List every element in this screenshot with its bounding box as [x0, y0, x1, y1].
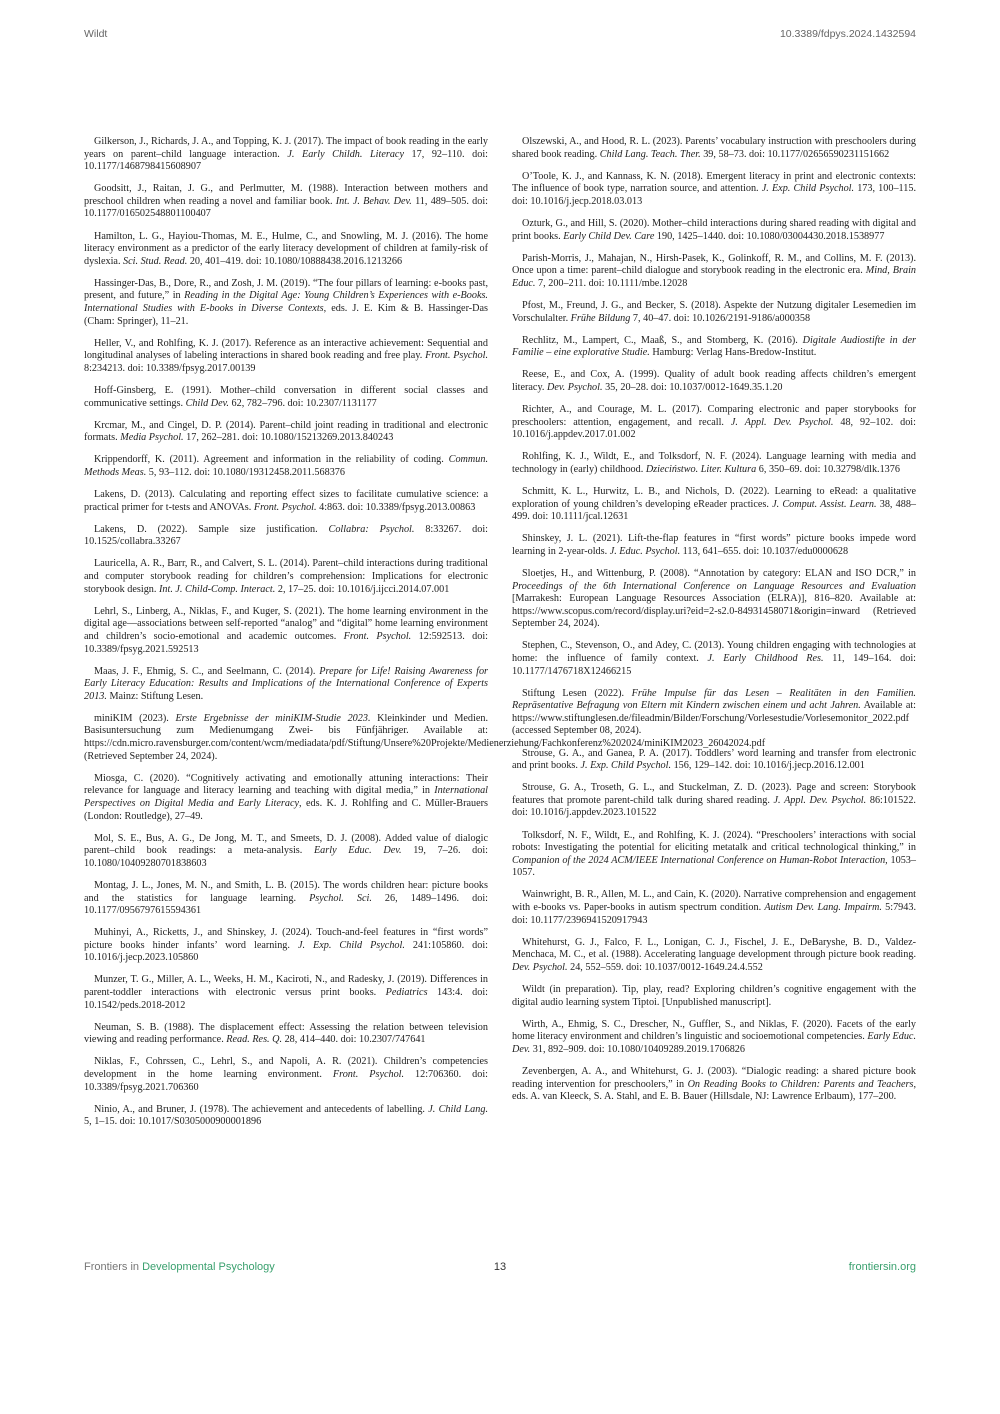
reference-text: 5, 1–15. doi: 10.1017/S0305000900001896	[84, 1116, 262, 1128]
reference-source: J. Comput. Assist. Learn.	[772, 498, 877, 510]
reference-entry	[512, 640, 916, 678]
reference-entry	[512, 404, 916, 442]
reference-text: 5, 93–112. doi: 10.1080/19312458.2011.568376	[146, 466, 345, 478]
reference-source: Int. J. Child-Comp. Interact.	[159, 583, 276, 595]
reference-text: Hamilton, L. G., Hayiou-Thomas, M. E., Hulme, C., and Snowling, M. J. (2016). The home literacy environment as a predictor of the early literacy development of children at family-risk of dyslexia.	[84, 230, 488, 267]
reference-text: 12:592513. doi: 10.3389/fpsyg.2021.592513	[84, 630, 489, 655]
reference-text: 24, 552–559. doi: 10.1037/0012-1649.24.4.552	[567, 961, 763, 973]
reference-text: Ozturk, G., and Hill, S. (2020). Mother–child interactions during shared reading with digital and print books.	[512, 217, 916, 242]
reference-text: 17, 262–281. doi: 10.1080/15213269.2013.840243	[183, 432, 394, 444]
reference-text: 31, 892–909. doi: 10.1080/10409289.2019.1706826	[530, 1043, 745, 1055]
reference-text: O’Toole, K. J., and Kannass, K. N. (2018). Emergent literacy in print and electronic contexts: The influence of book type, narration source, and attention.	[512, 170, 916, 195]
reference-text: 5:7943. doi: 10.1177/2396941520917943	[512, 902, 917, 926]
reference-text: Maas, J. F., Ehmig, S. C., and Seelmann, C. (2014).	[94, 665, 320, 677]
references-column-right	[512, 136, 916, 1113]
reference-entry	[512, 748, 916, 773]
reference-entry	[512, 533, 916, 558]
reference-text: Zevenbergen, A. A., and Whitehurst, G. J. (2003). “Dialogic reading: a shared picture book reading intervention for preschoolers,” in	[512, 1065, 916, 1090]
reference-entry	[512, 218, 916, 243]
reference-source: Psychol. Sci.	[309, 892, 372, 904]
reference-entry	[512, 335, 916, 360]
reference-source: Early Educ. Dev.	[512, 1031, 917, 1055]
reference-entry	[84, 558, 488, 596]
running-head-doi: 10.3389/fdpys.2024.1432594	[779, 28, 916, 40]
reference-source: Frühe Impulse für das Lesen – Realitäten in den Familien. Repräsentative Befragung von Eltern mit Kindern zwischen einem und acht Jahren.	[512, 687, 916, 712]
reference-text: Sloetjes, H., and Wittenburg, P. (2008). “Annotation by category: ELAN and ISO DCR,” in	[522, 567, 916, 579]
page-number: 13	[493, 1261, 507, 1273]
reference-text: Miosga, C. (2020). “Cognitively activating and emotionally attuning interactions: Their relevance for language and literacy learning and teaching with digital media,” in	[84, 772, 488, 797]
footer-site-link[interactable]: frontiersin.org	[848, 1261, 916, 1273]
reference-text: Strouse, G. A., Troseth, G. L., and Stuckelman, Z. D. (2023). Page and screen: Storybook features that promote parent-child talk during shared reading.	[512, 782, 916, 806]
reference-text: Kleinkinder und Medien. Basisuntersuchung zum Medienumgang Zwei- bis Fünfjähriger. Available at: https://cdn.micro.ravensburger.com/content/wcm/mediadata/pdf/Stiftung/Unsere%20Projekte/Medienerziehung/Fachkonferenz%202024/miniKIM2023_26042024.pdf (Retrieved September 24, 2024).	[84, 712, 766, 762]
reference-text: 8:33267. doi: 10.1525/collabra.33267	[84, 523, 489, 548]
reference-text: , eds. K. J. Rohlfing and C. Müller-Brauers (London: Routledge), 27–49.	[84, 797, 488, 822]
reference-text: 113, 641–655. doi: 10.1037/edu0000628	[680, 545, 849, 557]
reference-source: Early Educ. Dev.	[313, 845, 402, 857]
reference-text: Montag, J. L., Jones, M. N., and Smith, L. B. (2015). The words children hear: picture books and the statistics for language learning.	[84, 879, 488, 904]
reference-text: 1053–1057.	[512, 854, 916, 879]
reference-text: Hoff-Ginsberg, E. (1991). Mother–child conversation in different social classes and communicative settings.	[84, 385, 488, 409]
reference-text: Neuman, S. B. (1988). The displacement effect: Assessing the relation between television viewing and reading performance.	[84, 1021, 488, 1046]
reference-source: J. Appl. Dev. Psychol.	[730, 416, 834, 428]
reference-entry	[84, 773, 488, 823]
reference-entry	[512, 1066, 916, 1104]
reference-text: Goodsitt, J., Raitan, J. G., and Perlmutter, M. (1988). Interaction between mothers and preschool children when reading a novel and familiar book.	[84, 183, 488, 207]
reference-entry	[84, 1104, 488, 1129]
reference-text: 4:863. doi: 10.3389/fpsyg.2013.00863	[316, 501, 476, 513]
reference-source: Commun. Methods Meas.	[84, 454, 488, 478]
reference-entry	[84, 183, 488, 221]
reference-entry	[512, 889, 916, 927]
reference-text: Mainz: Stiftung Lesen.	[106, 690, 204, 702]
reference-text: Gilkerson, J., Richards, J. A., and Topping, K. J. (2017). The impact of book reading in the early years on parent–child language interaction.	[84, 136, 488, 160]
reference-entry	[84, 338, 488, 376]
reference-text: Parish-Morris, J., Mahajan, N., Hirsh-Pasek, K., Golinkoff, R. M., and Collins, M. F. (2013). Once upon a time: parent–child dialogue and storybook reading in the electronic era.	[512, 252, 916, 277]
reference-text: 48, 92–102. doi: 10.1016/j.appdev.2017.01.002	[512, 416, 916, 441]
reference-entry	[84, 974, 488, 1012]
reference-source: Early Child Dev. Care	[563, 230, 655, 242]
reference-text: [Marrakesh: European Language Resources Association (ELRA)], 816–820. Available at: https://www.scopus.com/record/display.uri?eid=2-s2.0-84931458071&origin=inward (Retrieved September 24, 2024).	[512, 593, 916, 630]
reference-text: 11, 149–164. doi: 10.1177/1476718X12466215	[512, 653, 916, 677]
reference-source: Pediatrics	[385, 987, 428, 999]
reference-text: 17, 92–110. doi: 10.1177/1468798415608907	[84, 148, 488, 173]
reference-text: , eds. A. van Kleeck, S. A. Stahl, and E. B. Bauer (Hillsdale, NJ: Lawrence Erlbaum), 177–200.	[512, 1078, 916, 1103]
reference-entry	[84, 1056, 488, 1094]
reference-entry	[84, 833, 488, 871]
reference-entry	[84, 880, 488, 918]
reference-source: Front. Psychol.	[425, 350, 488, 362]
reference-text: Strouse, G. A., and Ganea, P. A. (2017). Toddlers’ word learning and transfer from electronic and print books.	[512, 747, 916, 772]
reference-entry	[512, 782, 916, 820]
reference-text: Munzer, T. G., Miller, A. L., Weeks, H. M., Kaciroti, N., and Radesky, J. (2019). Differences in parent-toddler interactions with electronic versus print books.	[84, 974, 488, 999]
reference-entry	[84, 136, 488, 174]
reference-text: 2, 17–25. doi: 10.1016/j.ijcci.2014.07.001	[275, 583, 450, 595]
reference-text: 62, 782–796. doi: 10.2307/1131177	[228, 397, 377, 409]
reference-entry	[512, 568, 916, 631]
reference-text: Stephen, C., Stevenson, O., and Adey, C. (2013). Young children engaging with technologies at home: the influence of family context.	[512, 640, 916, 664]
reference-text: Rohlfing, K. J., Wildt, E., and Tolksdorf, N. F. (2024). Language learning with media and technology in (early) childhood.	[512, 451, 916, 475]
reference-text: 241:105860. doi: 10.1016/j.jecp.2023.105860	[84, 939, 488, 964]
reference-text: Whitehurst, G. J., Falco, F. L., Lonigan, C. J., Fischel, J. E., DeBaryshe, B. D., Valdez-Menchaca, M. C., et al. (1988). Accelerating language development through picture book reading.	[512, 936, 916, 961]
reference-text: Krcmar, M., and Cingel, D. P. (2014). Parent–child joint reading in traditional and electronic formats.	[84, 419, 488, 444]
reference-source: Erste Ergebnisse der miniKIM-Studie 2023.	[175, 712, 371, 724]
reference-source: Digitale Audiostifte in der Familie – eine explorative Studie.	[512, 334, 917, 359]
reference-entry	[84, 524, 488, 549]
footer-journal-name: Developmental Psychology	[142, 1261, 275, 1273]
reference-text: Stiftung Lesen (2022).	[522, 687, 632, 699]
reference-text: Muhinyi, A., Ricketts, J., and Shinskey, J. (2024). Touch-and-feel features in “first words” picture books hinder infants’ word learning.	[84, 927, 488, 951]
reference-entry	[512, 1019, 916, 1057]
reference-text: 20, 401–419. doi: 10.1080/10888438.2016.1213266	[187, 255, 403, 267]
reference-source: Autism Dev. Lang. Impairm.	[764, 902, 882, 913]
reference-text: Ninio, A., and Bruner, J. (1978). The achievement and antecedents of labelling.	[94, 1103, 429, 1115]
reference-source: Read. Res. Q.	[226, 1034, 283, 1046]
reference-entry	[84, 927, 488, 965]
reference-text: Hamburg: Verlag Hans-Bredow-Institut.	[649, 347, 817, 359]
reference-entry	[512, 688, 916, 738]
reference-entry	[512, 253, 916, 291]
reference-source: Proceedings of the 6th International Conference on Language Resources and Evaluation	[512, 580, 916, 592]
reference-source: Mind, Brain Educ.	[512, 265, 916, 289]
reference-source: J. Exp. Child Psychol.	[761, 183, 855, 195]
reference-entry	[84, 606, 488, 656]
reference-entry	[512, 486, 916, 524]
reference-entry	[84, 420, 488, 445]
reference-text: Lehrl, S., Linberg, A., Niklas, F., and Kuger, S. (2021). The home learning environment in the digital age—associations between self-reported “analog” and “digital” home learning environment and children’s socio-emotional and academic outcomes.	[84, 605, 488, 642]
reference-source: Dev. Psychol.	[512, 961, 568, 973]
reference-text: 28, 414–440. doi: 10.2307/747641	[282, 1034, 426, 1046]
reference-text: 190, 1425–1440. doi: 10.1080/03004430.2018.1538977	[654, 230, 885, 242]
reference-entry	[512, 171, 916, 209]
reference-text: Rechlitz, M., Lampert, C., Maaß, S., and Stomberg, K. (2016).	[522, 334, 803, 346]
reference-source: Media Psychol.	[120, 432, 184, 444]
reference-source: Collabra: Psychol.	[328, 523, 415, 535]
reference-entry	[512, 451, 916, 476]
running-head-author: Wildt	[84, 28, 108, 40]
reference-source: Prepare for Life! Raising Awareness for Early Literacy Education: Results and Implications of the International Conference of Experts 2013.	[84, 665, 489, 702]
reference-source: Dzieciństwo. Liter. Kultura	[645, 463, 757, 475]
reference-source: J. Appl. Dev. Psychol.	[773, 794, 867, 806]
reference-source: Front. Psychol.	[332, 1069, 405, 1081]
reference-text: Reese, E., and Cox, A. (1999). Quality of adult book reading affects children’s emergent literacy.	[512, 369, 916, 393]
reference-text: 86:101522. doi: 10.1016/j.appdev.2023.101522	[512, 794, 916, 819]
reference-text: Hassinger-Das, B., Dore, R., and Zosh, J. M. (2019). “The four pillars of learning: e-books past, present, and future,” in	[84, 277, 488, 302]
reference-text: 38, 488–499. doi: 10.1111/jcal.12631	[512, 498, 917, 523]
reference-source: Int. J. Behav. Dev.	[335, 195, 412, 207]
reference-text: Mol, S. E., Bus, A. G., De Jong, M. T., and Smeets, D. J. (2008). Added value of dialogic parent–child book readings: a meta-analysis.	[84, 832, 488, 857]
reference-text: Pfost, M., Freund, J. G., and Becker, S. (2018). Aspekte der Nutzung digitaler Lesemedien im Vorschulalter.	[512, 299, 916, 324]
reference-source: Reading in the Digital Age: Young Children’s Experiences with e-Books. International Studies with E-books in Diverse Contexts	[84, 290, 488, 315]
reference-text: Lauricella, A. R., Barr, R., and Calvert, S. L. (2014). Parent–child interactions during traditional and computer storybook reading for children’s comprehension: Implications for electronic storybook design.	[84, 558, 488, 595]
reference-entry	[84, 231, 488, 269]
reference-text: Lakens, D. (2022). Sample size justification.	[94, 523, 329, 535]
reference-text: Tolksdorf, N. F., Wildt, E., and Rohlfing, K. J. (2024). “Preschoolers’ interactions with social robots: Investigating the potential for eliciting metatalk and critical technological thinking,” in	[512, 829, 916, 854]
reference-source: Companion of the 2024 ACM/IEEE International Conference on Human-Robot Interaction,	[512, 854, 888, 866]
reference-text: Wainwright, B. R., Allen, M. L., and Cain, K. (2020). Narrative comprehension and engagement with e-books vs. Paper-books in autism spectrum condition.	[512, 889, 916, 913]
reference-text: Available at: https://www.stiftunglesen.de/fileadmin/Bilder/Forschung/Vorlesestudie/Vorlesemonitor_2022.pdf (accessed September 08, 2024).	[512, 700, 917, 737]
reference-text: Richter, A., and Courage, M. L. (2017). Comparing electronic and paper storybooks for preschoolers: attention, engagement, and recall.	[512, 404, 916, 428]
reference-text: Krippendorff, K. (2011). Agreement and information in the reliability of coding.	[94, 454, 449, 466]
reference-text: 39, 58–73. doi: 10.1177/02656590231151662	[700, 148, 890, 160]
reference-text: 35, 20–28. doi: 10.1037/0012-1649.35.1.20	[602, 381, 783, 393]
reference-text: 156, 129–142. doi: 10.1016/j.jecp.2016.12.001	[671, 760, 865, 772]
reference-text: 173, 100–115. doi: 10.1016/j.jecp.2018.03.013	[512, 183, 916, 207]
reference-text: 12:706360. doi: 10.3389/fpsyg.2021.706360	[84, 1069, 488, 1093]
reference-source: Child Dev.	[185, 397, 229, 409]
reference-text: 6, 350–69. doi: 10.32798/dlk.1376	[756, 463, 900, 475]
reference-text: 11, 489–505. doi: 10.1177/016502548801100407	[84, 195, 488, 220]
reference-entry	[84, 1022, 488, 1047]
reference-source: J. Early Childh. Literacy	[287, 148, 404, 160]
reference-text: 7, 40–47. doi: 10.1026/2191-9186/a000358	[630, 312, 811, 324]
reference-entry	[84, 385, 488, 410]
reference-entry	[512, 300, 916, 325]
reference-text: 19, 7–26. doi: 10.1080/10409280701838603	[84, 845, 488, 869]
reference-source: International Perspectives on Digital Media and Early Literacy	[84, 785, 488, 809]
reference-entry	[84, 712, 766, 763]
reference-source: Front. Psychol.	[253, 501, 317, 513]
reference-entry	[84, 666, 488, 704]
reference-source: J. Early Childhood Res.	[707, 653, 824, 664]
reference-source: Dev. Psychol.	[546, 381, 603, 393]
reference-source: Front. Psychol.	[343, 630, 412, 642]
reference-source: J. Child Lang.	[428, 1103, 488, 1115]
reference-source: J. Exp. Child Psychol.	[580, 760, 672, 772]
reference-text: 26, 1489–1496. doi: 10.1177/0956797615594361	[84, 892, 488, 917]
reference-source: J. Exp. Child Psychol.	[297, 939, 405, 951]
reference-entry	[512, 136, 916, 161]
reference-text: miniKIM (2023).	[94, 712, 176, 724]
reference-source: Sci. Stud. Read.	[123, 255, 188, 267]
reference-text: Wirth, A., Ehmig, S. C., Drescher, N., Guffler, S., and Niklas, F. (2020). Facets of the early home literacy environment and children’s linguistic and socioemotional competencies.	[512, 1018, 916, 1043]
reference-entry	[512, 369, 916, 394]
reference-source: On Reading Books to Children: Parents and Teachers	[687, 1078, 914, 1090]
reference-text: Lakens, D. (2013). Calculating and reporting effect sizes to facilitate cumulative science: a practical primer for t-tests and ANOVAs.	[84, 489, 488, 513]
reference-text: Niklas, F., Cohrssen, C., Lehrl, S., and Napoli, A. R. (2021). Children’s competencies development in the home learning environment.	[84, 1056, 488, 1081]
reference-text: 8:234213. doi: 10.3389/fpsyg.2017.00139	[84, 362, 256, 374]
reference-entry	[512, 937, 916, 975]
reference-entry	[512, 830, 916, 880]
reference-text: Olszewski, A., and Hood, R. L. (2023). Parents’ vocabulary instruction with preschoolers during shared book reading.	[512, 136, 916, 160]
reference-source: Frühe Bildung	[570, 312, 631, 324]
reference-text: 7, 200–211. doi: 10.1111/mbe.12028	[535, 277, 688, 289]
reference-entry	[84, 278, 488, 328]
reference-entry	[84, 454, 488, 479]
reference-text: 143:4. doi: 10.1542/peds.2018-2012	[84, 987, 489, 1011]
reference-entry	[84, 489, 488, 514]
reference-text: Shinskey, J. L. (2021). Lift-the-flap features in “first words” picture books impede word learning in 2-year-olds.	[512, 533, 916, 557]
footer-journal-prefix: Frontiers in	[84, 1261, 140, 1273]
reference-text: Schmitt, K. L., Hurwitz, L. B., and Nichols, D. (2022). Learning to eRead: a qualitative exploration of young children’s developing eReader practices.	[512, 485, 916, 510]
reference-text: , eds. J. E. Kim & B. Hassinger-Das (Cham: Springer), 11–21.	[84, 303, 488, 327]
reference-text: Wildt (in preparation). Tip, play, read? Exploring children’s cognitive engagement with the digital audio learning system Tiptoi. [Unpublished manuscript].	[512, 983, 916, 1008]
reference-entry	[512, 984, 916, 1009]
reference-source: J. Educ. Psychol.	[609, 545, 681, 557]
reference-text: Heller, V., and Rohlfing, K. J. (2017). Reference as an interactive achievement: Sequential and longitudinal analyses of labeling interactions in shared book reading and free play.	[84, 337, 488, 362]
reference-source: Child Lang. Teach. Ther.	[599, 148, 701, 160]
